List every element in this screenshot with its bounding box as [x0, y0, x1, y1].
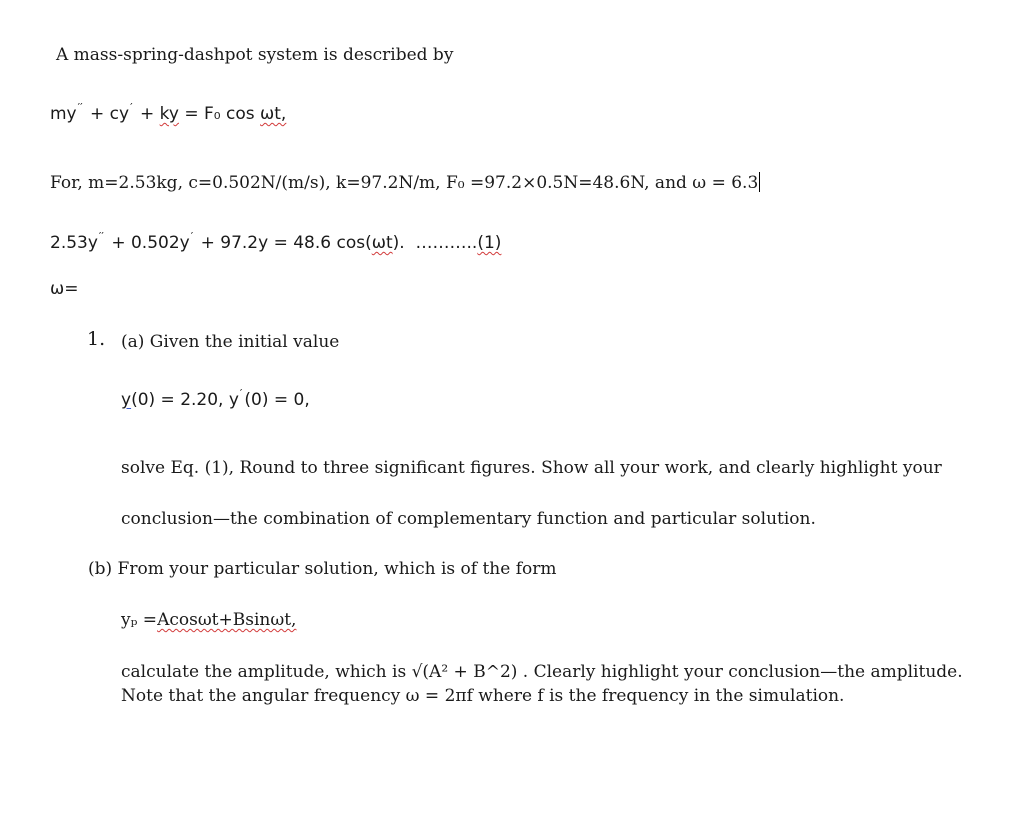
- ic-y0: (0) = 2.20, y: [131, 390, 239, 410]
- parameters-text: For, m=2.53kg, c=0.502N/(m/s), k=97.2N/m, F₀ =97.2×0.5N=48.6N, and ω = 6.3: [50, 173, 759, 193]
- seq-dots: ………..: [415, 233, 478, 253]
- particular-form: [121, 609, 296, 631]
- seq-b: + 0.502y: [111, 233, 190, 253]
- eq-my: my: [50, 104, 77, 124]
- seq-tag: (1): [477, 233, 502, 253]
- form-yp: yₚ =: [121, 610, 158, 630]
- initial-conditions: [121, 383, 310, 411]
- form-rhs: Acosωt+Bsinωt,: [157, 610, 297, 630]
- eq-wt: ωt,: [260, 104, 287, 124]
- omega-label: ω=: [50, 279, 79, 299]
- seq-d: ).: [392, 233, 405, 253]
- ic-prime: ′: [239, 387, 243, 400]
- ic-y: y: [121, 390, 132, 410]
- eq-ky: ky: [159, 104, 179, 124]
- question-number: 1.: [87, 328, 106, 350]
- seq-a: 2.53y: [50, 233, 98, 253]
- seq-prime: ′: [190, 230, 194, 243]
- ic-yp0: (0) = 0,: [244, 390, 310, 410]
- seq-c: + 97.2y = 48.6 cos(: [200, 233, 372, 253]
- part-b-label: (b) From your particular solution, which is of the form: [88, 559, 557, 579]
- specific-equation: [50, 226, 501, 254]
- eq-prime: ′: [130, 101, 133, 114]
- part-a-instruction-2: conclusion—the combination of complementary function and particular solution.: [121, 509, 816, 529]
- part-a-instruction-1: solve Eq. (1), Round to three significant figures. Show all your work, and clearly highlight your: [121, 458, 942, 478]
- eq-cy: + cy: [90, 104, 130, 124]
- seq-wt: ωt: [371, 233, 393, 253]
- eq-rhs: = F₀ cos: [184, 104, 255, 124]
- parameters-line: [50, 172, 760, 194]
- amplitude-line-2: Note that the angular frequency ω = 2πf where f is the frequency in the simulation.: [121, 686, 845, 706]
- general-equation: [50, 97, 286, 125]
- eq-plus: +: [140, 104, 155, 124]
- seq-double-prime: ′′: [98, 230, 104, 243]
- text-cursor: [759, 172, 760, 192]
- part-a-label: (a) Given the initial value: [121, 332, 340, 352]
- amplitude-line-1: calculate the amplitude, which is √(A² + B^2) . Clearly highlight your conclusion—the amplitude.: [121, 662, 963, 682]
- eq-double-prime: ′′: [77, 101, 83, 114]
- intro-heading: A mass-spring-dashpot system is described by: [56, 45, 454, 65]
